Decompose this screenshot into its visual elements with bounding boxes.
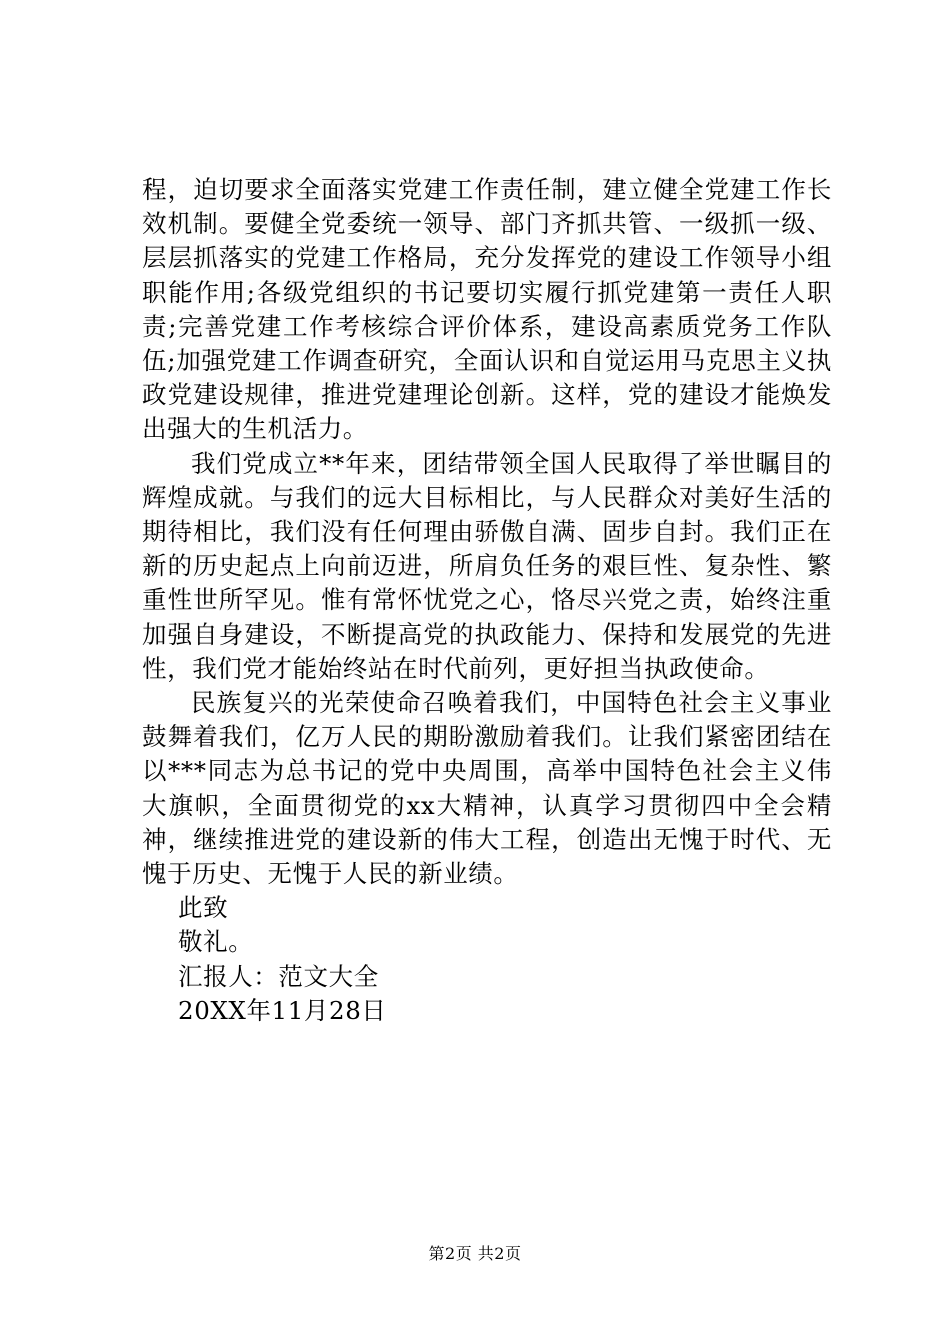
- report-date: 20XX年11月28日: [178, 995, 387, 1025]
- paragraph-continuation: 程，迫切要求全面落实党建工作责任制，建立健全党建工作长效机制。要健全党委统一领导、部门齐抓共管、一级抓一级、层层抓落实的党建工作格局，充分发挥党的建设工作领导小组职能作用;各级党组织的书记要切实履行抓党建第一责任人职责;完善党建工作考核综合评价体系，建设高素质党务工作队伍;加强党建工作调查研究，全面认识和自觉运用马克思主义执政党建设规律，推进党建理论创新。这样，党的建设才能焕发出强大的生机活力。: [142, 175, 832, 444]
- page-indicator: 第2页 共2页: [428, 1244, 522, 1263]
- document-body: [142, 173, 832, 1028]
- paragraph-party-achievements: 我们党成立**年来，团结带领全国人民取得了举世瞩目的辉煌成就。与我们的远大目标相比，与人民群众对美好生活的期待相比，我们没有任何理由骄傲自满、固步自封。我们正在新的历史起点上向前迈进，所肩负任务的艰巨性、复杂性、繁重性世所罕见。惟有常怀忧党之心，恪尽兴党之责，始终注重加强自身建设，不断提高党的执政能力、保持和发展党的先进性，我们党才能始终站在时代前列，更好担当执政使命。: [142, 448, 832, 683]
- reporter-signature: 汇报人：范文大全: [178, 961, 379, 991]
- page-footer: [0, 1244, 950, 1264]
- paragraph-national-rejuvenation: 民族复兴的光荣使命召唤着我们，中国特色社会主义事业鼓舞着我们，亿万人民的期盼激励着我们。让我们紧密团结在以***同志为总书记的党中央周围，高举中国特色社会主义伟大旗帜，全面贯彻党的xx大精神，认真学习贯彻四中全会精神，继续推进党的建设新的伟大工程，创造出无愧于时代、无愧于历史、无愧于人民的新业绩。: [142, 688, 832, 889]
- closing-salutation: 此致: [178, 893, 229, 923]
- closing-regards: 敬礼。: [178, 927, 254, 957]
